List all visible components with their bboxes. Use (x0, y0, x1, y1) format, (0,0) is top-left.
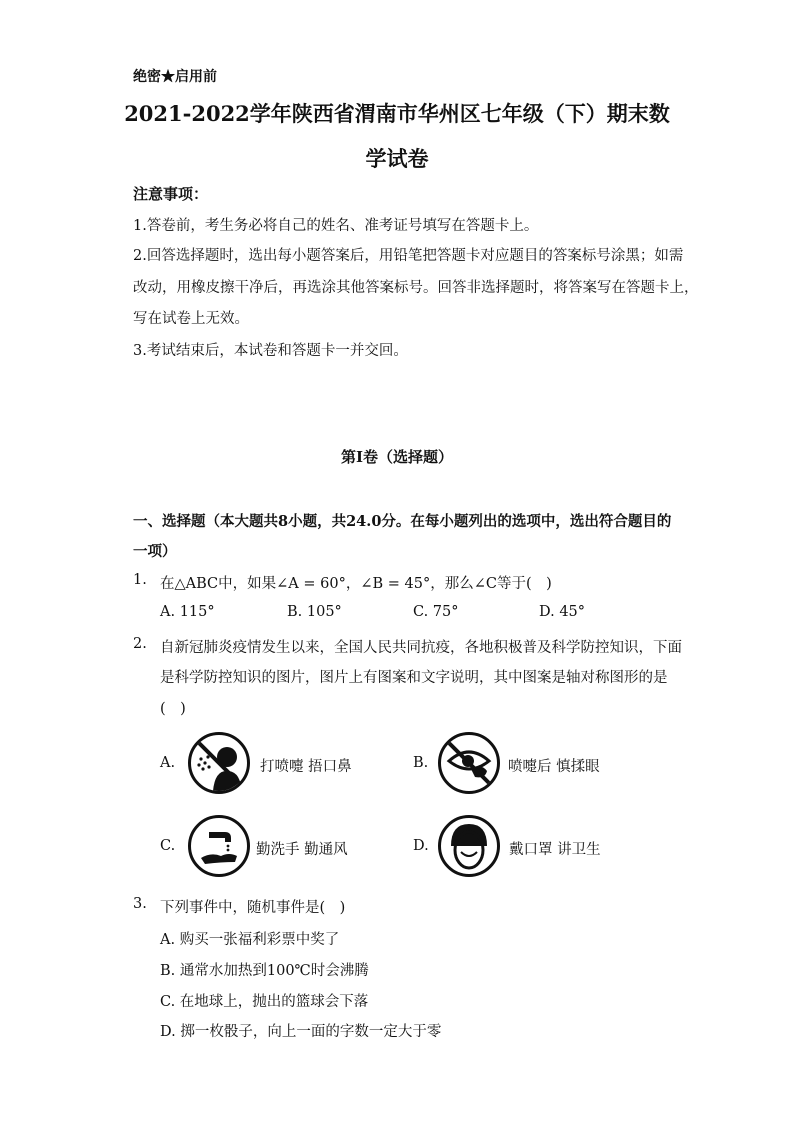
option-d: D. 45° (539, 604, 586, 620)
option-d-caption: 戴口罩 讲卫生 (509, 842, 601, 858)
question-number: 3. (133, 896, 147, 912)
option-d: D. 掷一枚骰子，向上一面的字数一定大于零 (160, 1024, 442, 1040)
notice-heading: 注意事项： (133, 185, 209, 203)
question-number: 2. (133, 636, 147, 652)
exam-title-line2: 学试卷 (365, 146, 429, 171)
notice-line: 1.答卷前，考生务必将自己的姓名、准考证号填写在答题卡上。 (133, 218, 539, 234)
section-instruction: 一、选择题（本大题共8小题，共24.0分。在每小题列出的选项中，选出符合题目的 (133, 513, 672, 530)
section-instruction: 一项） (133, 543, 177, 560)
option-c-caption: 勤洗手 勤通风 (256, 842, 348, 858)
question-stem: ( ) (160, 701, 186, 717)
question-number: 1. (133, 572, 147, 588)
no-eye-rub-icon (438, 732, 500, 794)
option-b: B. 通常水加热到100℃时会沸腾 (160, 963, 369, 979)
notice-line: 写在试卷上无效。 (133, 311, 249, 327)
question-stem: 是科学防控知识的图片，图片上有图案和文字说明，其中图案是轴对称图形的是 (160, 670, 668, 686)
notice-line: 3.考试结束后，本试卷和答题卡一并交回。 (133, 343, 408, 359)
option-b: B. (413, 755, 429, 771)
option-b: B. 105° (287, 604, 342, 620)
section-title: 第Ⅰ卷（选择题） (340, 448, 454, 466)
question-stem: 下列事件中，随机事件是( ) (160, 900, 346, 916)
notice-line: 改动，用橡皮擦干净后，再选涂其他答案标号。回答非选择题时，将答案写在答题卡上， (133, 280, 699, 296)
confidential-label: 绝密★启用前 (133, 69, 217, 85)
question-stem: 在△ABC中，如果∠A = 60°，∠B = 45°，那么∠C等于( ) (160, 576, 552, 592)
option-a: A. 115° (160, 604, 215, 620)
hand-wash-icon (188, 815, 250, 877)
option-a-caption: 打喷嚏 捂口鼻 (260, 759, 352, 775)
option-a: A. 购买一张福利彩票中奖了 (160, 932, 340, 948)
question-stem: 自新冠肺炎疫情发生以来，全国人民共同抗疫，各地积极普及科学防控知识，下面 (160, 640, 682, 656)
option-c: C. 75° (413, 604, 459, 620)
option-a: A. (160, 755, 176, 771)
option-b-caption: 喷嚏后 慎揉眼 (508, 759, 600, 775)
mask-icon (438, 815, 500, 877)
exam-title-line1: 2021-2022学年陕西省渭南市华州区七年级（下）期末数 (124, 101, 670, 126)
option-d: D. (413, 838, 429, 854)
option-c: C. (160, 838, 176, 854)
notice-line: 2.回答选择题时，选出每小题答案后，用铅笔把答题卡对应题目的答案标号涂黑；如需 (133, 248, 684, 264)
option-c: C. 在地球上，抛出的篮球会下落 (160, 994, 369, 1010)
sneeze-icon (188, 732, 250, 794)
